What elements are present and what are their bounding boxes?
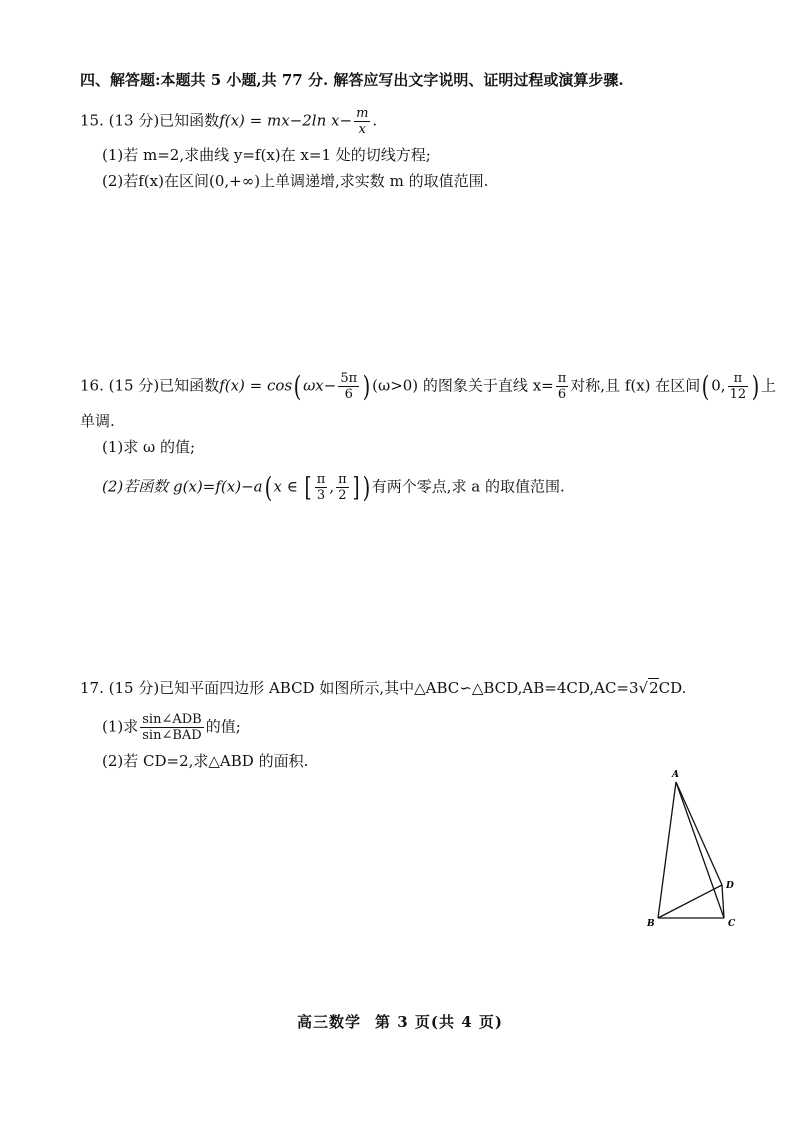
- edge-ab: [658, 782, 676, 918]
- page-footer: [0, 1011, 800, 1032]
- figure-svg: [640, 768, 750, 933]
- vertex-label-a: A: [672, 770, 679, 780]
- q15-fraction: [354, 106, 370, 137]
- q16-interval-close: ): [751, 369, 760, 403]
- quadrilateral-figure: [640, 768, 750, 933]
- q15-frac-den: x: [358, 122, 366, 137]
- q17-part1-fraction: [140, 712, 203, 743]
- q15-stem: [80, 106, 377, 137]
- q16-part2: [102, 472, 565, 503]
- q17-part1: [102, 712, 241, 743]
- sqrt-symbol: √: [638, 679, 649, 697]
- q16-stem: [80, 371, 776, 402]
- edge-ad: [676, 782, 722, 885]
- q16-part2-bracket-open: [: [304, 472, 312, 503]
- q16-interval-den: 12: [729, 387, 747, 402]
- q16-stem-prefix: 16. (15 分)已知函数: [80, 376, 220, 395]
- q16-arg-pre: ωx−: [303, 376, 337, 395]
- footer-page-number: 第 3 页(共 4 页): [375, 1013, 503, 1031]
- q16-part2-pre: (2)若函数 g(x)=f(x)−a: [102, 477, 263, 496]
- q16-part2-a-den: 3: [316, 488, 326, 503]
- q17-stem: [80, 678, 686, 698]
- q16-line-num: π: [557, 371, 567, 386]
- q16-interval-fraction: [728, 371, 749, 402]
- edge-ac: [676, 782, 724, 918]
- q16-tail: 上: [761, 376, 777, 395]
- q16-interval-num: π: [728, 371, 749, 387]
- q15-func-mid: = mx−2ln x−: [244, 111, 353, 130]
- q16-interval-open: (: [701, 369, 710, 403]
- q16-func: f(x) = cos: [219, 376, 293, 395]
- q16-arg-den: 6: [344, 387, 353, 402]
- q16-part2-b-fraction: [336, 472, 349, 503]
- q16-part1: (1)求 ω 的值;: [102, 438, 196, 456]
- q17-part1-post: 的值;: [205, 717, 241, 736]
- q15-func-left: f(x): [219, 111, 245, 130]
- q16-part2-paren-close: ): [362, 470, 371, 504]
- q17-part2: (2)若 CD=2,求△ABD 的面积.: [102, 752, 309, 770]
- q16-part2-a-num: π: [316, 472, 326, 487]
- q16-part2-x: x ∈: [273, 477, 303, 496]
- q16-line-fraction: [556, 371, 569, 402]
- q16-cond: (ω>0) 的图象关于直线 x=: [372, 376, 554, 395]
- q17-part1-num: sin∠ADB: [142, 712, 202, 727]
- section-heading: 四、解答题:本题共 5 小题,共 77 分. 解答应写出文字说明、证明过程或演算步骤.: [80, 71, 624, 89]
- q16-mid: 对称,且 f(x) 在区间: [570, 376, 701, 395]
- q15-part1: (1)若 m=2,求曲线 y=f(x)在 x=1 处的切线方程;: [102, 146, 431, 164]
- q15-stem-prefix: 15. (13 分)已知函数: [80, 111, 220, 130]
- q17-stem-pre: 17. (15 分)已知平面四边形 ABCD 如图所示,其中△ABC∽△BCD,AB=4CD,AC=3: [80, 679, 639, 697]
- q16-interval-pre: 0,: [711, 376, 726, 395]
- q15-frac-num: m: [356, 106, 369, 121]
- q15-part2: (2)若f(x)在区间(0,+∞)上单调递增,求实数 m 的取值范围.: [102, 172, 489, 190]
- vertex-label-b: B: [647, 919, 655, 929]
- q17-stem-post: CD.: [658, 679, 687, 697]
- q16-part2-b-num: π: [338, 472, 347, 487]
- q15-end: .: [372, 111, 378, 130]
- vertex-label-c: C: [728, 919, 736, 929]
- q16-part2-paren-open: (: [264, 470, 272, 504]
- q16-line-den: 6: [557, 387, 567, 402]
- q16-part2-a-fraction: [315, 472, 328, 503]
- q16-arg-num: 5π: [340, 371, 358, 386]
- q16-paren-close: ): [362, 369, 371, 403]
- q16-arg-fraction: [338, 371, 359, 402]
- q16-paren-open: (: [293, 369, 302, 403]
- edge-bd: [658, 885, 722, 918]
- vertex-label-d: D: [726, 881, 734, 891]
- footer-subject: 高三数学: [297, 1013, 362, 1031]
- q16-part2-bracket-close: ]: [352, 472, 360, 503]
- q16-part2-b-den: 2: [338, 488, 347, 503]
- q16-part2-comma: ,: [329, 477, 335, 496]
- q17-part1-den: sin∠BAD: [142, 728, 202, 743]
- q16-part2-post: 有两个零点,求 a 的取值范围.: [371, 477, 565, 496]
- q17-sqrt-value: 2: [649, 679, 659, 697]
- q16-line2: 单调.: [80, 412, 115, 430]
- q17-part1-pre: (1)求: [102, 717, 139, 736]
